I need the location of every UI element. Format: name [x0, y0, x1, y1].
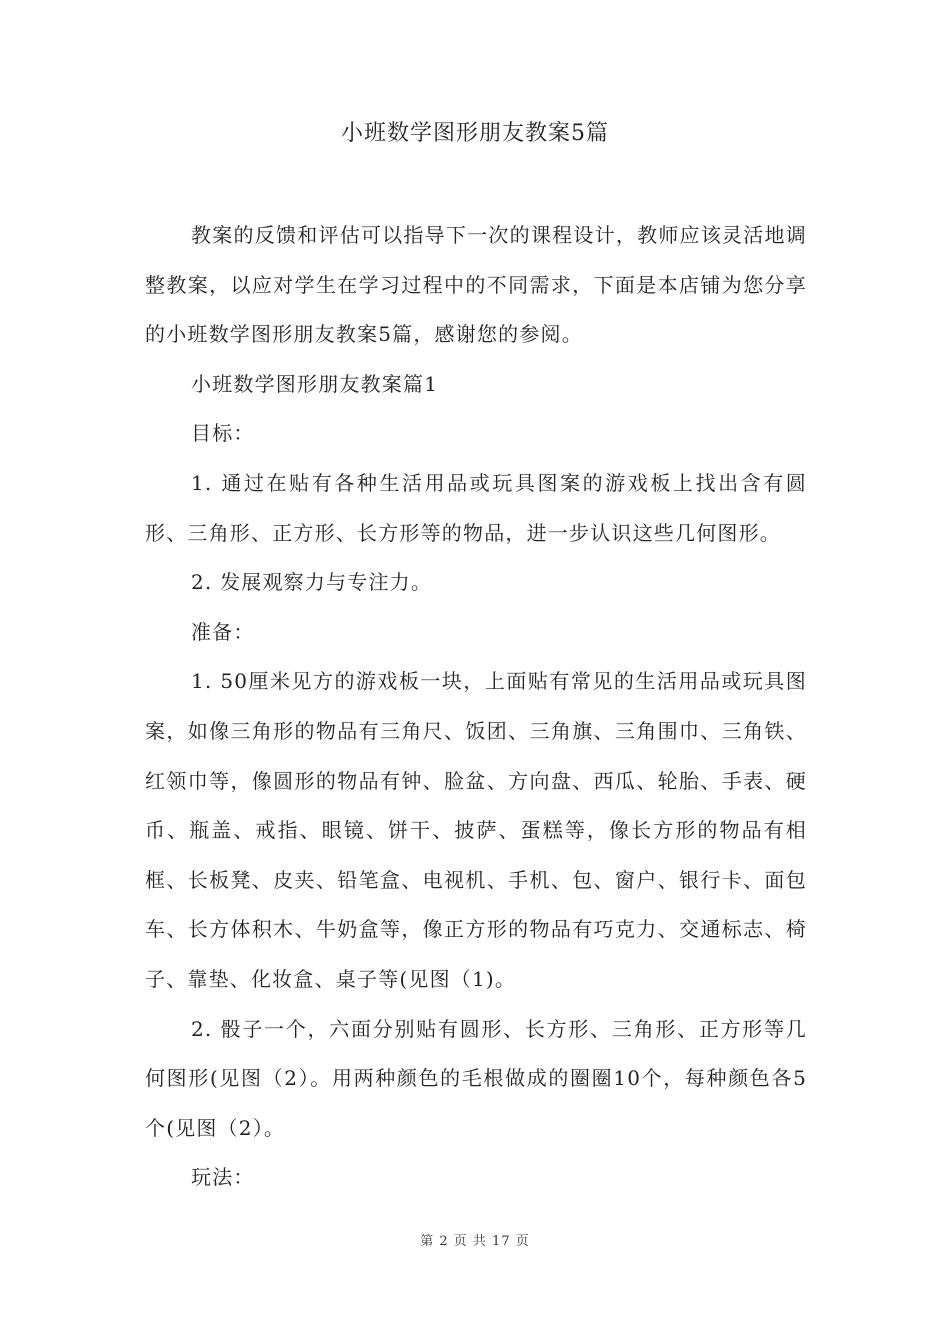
document-body: [145, 211, 807, 1203]
goal-item-1: 1. 通过在贴有各种生活用品或玩具图案的游戏板上找出含有圆形、三角形、正方形、长方形等的物品，进一步认识这些几何图形。: [145, 470, 807, 545]
document-title: 小班数学图形朋友教案5篇: [341, 121, 609, 146]
goal-heading: 目标：: [191, 421, 255, 446]
gameplay-heading: 玩法：: [191, 1165, 255, 1190]
goal-item-2: 2. 发展观察力与专注力。: [191, 570, 433, 595]
preparation-item-1: 1. 50厘米见方的游戏板一块，上面贴有常见的生活用品或玩具图案，如像三角形的物品有三角尺、饭团、三角旗、三角围巾、三角铁、红领巾等，像圆形的物品有钟、脸盆、方向盘、西瓜、轮胎、手表、硬币、瓶盖、戒指、眼镜、饼干、披萨、蛋糕等，像长方形的物品有相框、长板凳、皮夹、铅笔盒、电视机、手机、包、窗户、银行卡、面包车、长方体积木、牛奶盒等，像正方形的物品有巧克力、交通标志、椅子、靠垫、化妆盒、桌子等(见图（1)。: [145, 669, 807, 991]
preparation-item-2: 2. 骰子一个，六面分别贴有圆形、长方形、三角形、正方形等几何图形(见图（2）。用两种颜色的毛根做成的圈圈10个，每种颜色各5个(见图（2）。: [145, 1016, 807, 1140]
preparation-heading: 准备：: [191, 619, 255, 644]
page-number-footer: 第 2 页 共 17 页: [420, 1234, 530, 1249]
section-heading: 小班数学图形朋友教案篇1: [191, 371, 439, 396]
intro-paragraph: 教案的反馈和评估可以指导下一次的课程设计，教师应该灵活地调整教案，以应对学生在学习过程中的不同需求，下面是本店铺为您分享的小班数学图形朋友教案5篇，感谢您的参阅。: [145, 223, 807, 347]
